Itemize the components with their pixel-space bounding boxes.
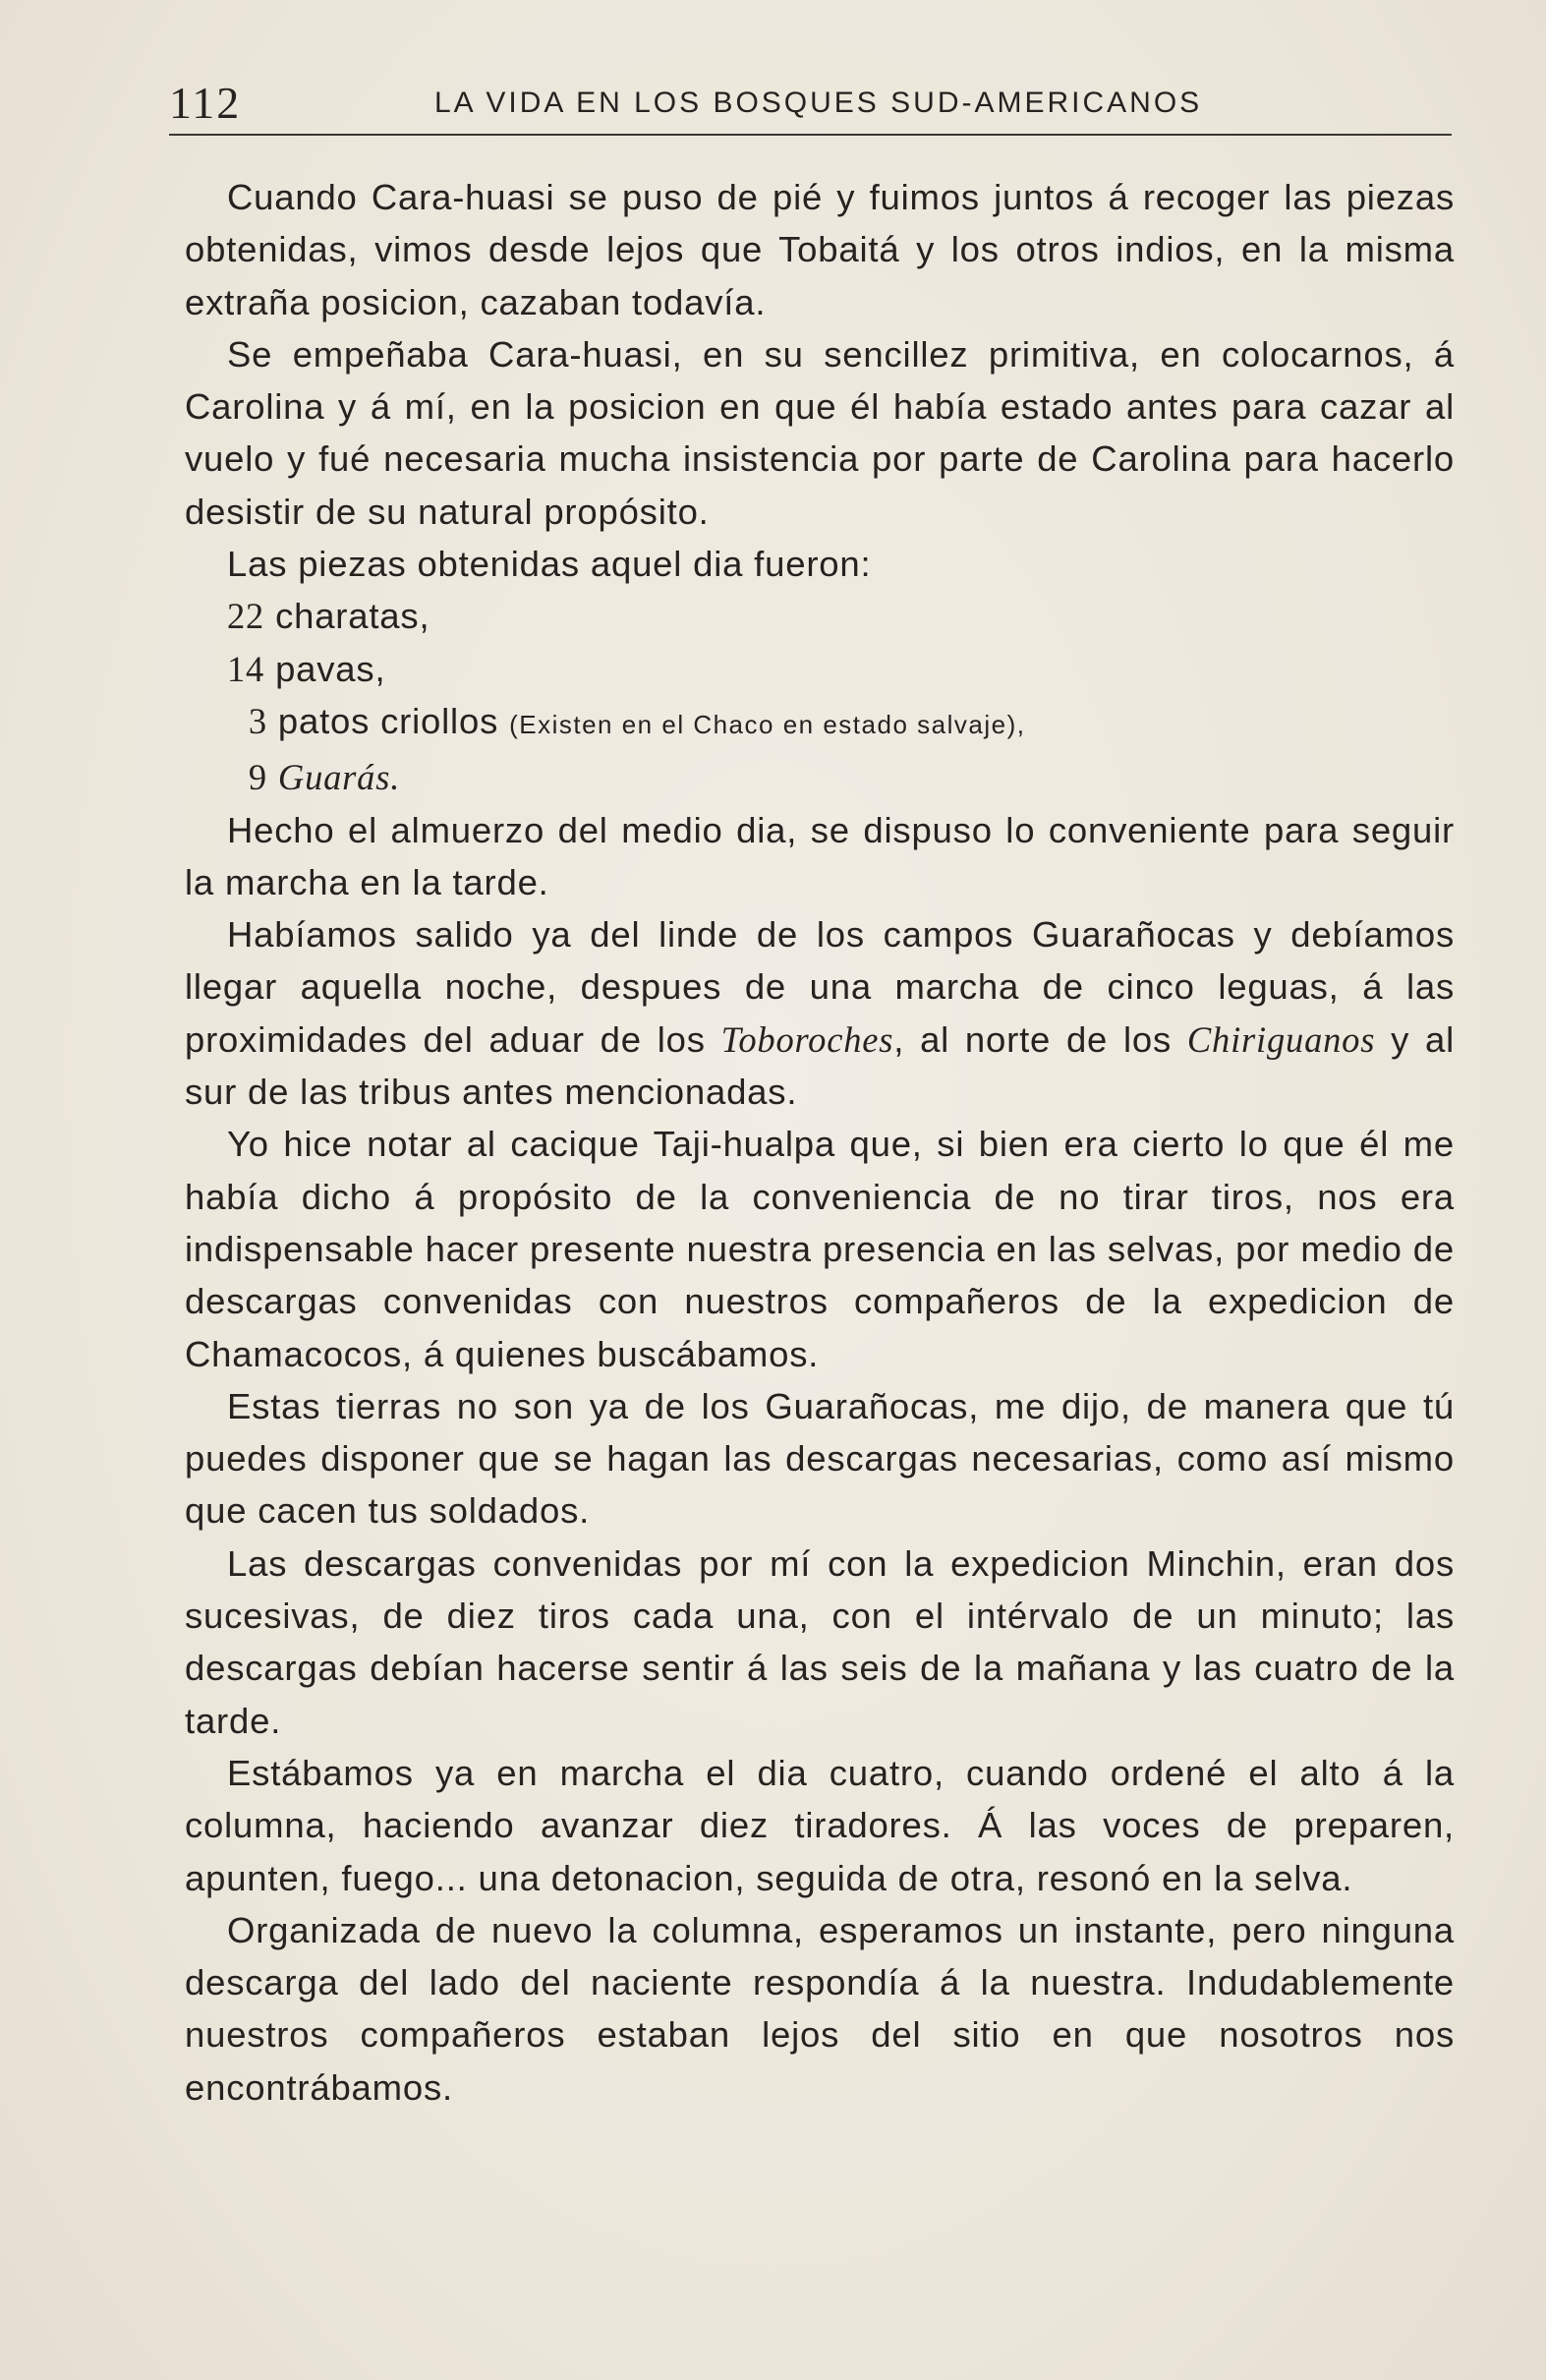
body-text bbox=[185, 171, 1455, 2114]
list-item bbox=[185, 590, 1455, 642]
list-text: pavas, bbox=[275, 648, 386, 689]
paragraph: Estábamos ya en marcha el dia cuatro, cuando ordené el alto á la columna, haciendo avanzar diez tiradores. Á las voces de preparen, apunten, fuego... una detonacion, seguida de otra, resonó en la selva. bbox=[185, 1752, 1455, 1898]
paragraph: Las piezas obtenidas aquel dia fueron: bbox=[227, 544, 872, 585]
list-item bbox=[185, 751, 1455, 803]
page-header bbox=[169, 75, 1452, 136]
paragraph: Hecho el almuerzo del medio dia, se dispuso lo conveniente para seguir la marcha en la tarde. bbox=[185, 809, 1455, 902]
text-run: y al sur de las tribus antes mencionadas. bbox=[185, 1018, 1455, 1113]
list-number: 9 bbox=[248, 757, 267, 798]
paragraph: Yo hice notar al cacique Taji-hualpa que, si bien era cierto lo que él me había dicho á propósito de la conveniencia de no tirar tiros, nos era indispensable hacer presente nuestra presencia en las selvas, por medio de descargas convenidas con nuestros compañeros de la expedicion de Chamacocos, á quienes buscábamos. bbox=[185, 1124, 1455, 1374]
italic-term: Toboroches bbox=[720, 1018, 894, 1060]
text-run: , al norte de los bbox=[893, 1018, 1187, 1060]
list-number: 3 bbox=[248, 700, 267, 741]
paragraph: Organizada de nuevo la columna, esperamos un instante, pero ninguna descarga del lado del naciente respondía á la nuestra. Indudablemente nuestros compañeros estaban lejos del sitio en que nosotros nos encontrábamos. bbox=[185, 1909, 1455, 2108]
paragraph: Cuando Cara-huasi se puso de pié y fuimos juntos á recoger las piezas obtenidas, vimos desde lejos que Tobaitá y los otros indios, en la misma extraña posicion, cazaban todavía. bbox=[185, 177, 1455, 322]
text-run: Habíamos salido ya del linde de los campos Guarañocas y debíamos llegar aquella noche, despues de una marcha de cinco leguas, á las proximidades del aduar de los bbox=[185, 914, 1455, 1060]
list-number: 22 bbox=[227, 596, 265, 637]
list-text: Guarás. bbox=[277, 757, 401, 798]
italic-term: Chiriguanos bbox=[1186, 1018, 1376, 1060]
page-number: 112 bbox=[169, 78, 242, 128]
paragraph: Estas tierras no son ya de los Guarañocas, me dijo, de manera que tú puedes disponer que se hagan las descargas necesarias, como así mismo que cacen tus soldados. bbox=[185, 1385, 1455, 1532]
running-head: LA VIDA EN LOS BOSQUES SUD-AMERICANOS bbox=[434, 87, 1203, 119]
list-item bbox=[185, 643, 1455, 695]
list-number: 14 bbox=[227, 648, 265, 689]
paragraph: Las descargas convenidas por mí con la expedicion Minchin, eran dos sucesivas, de diez tiros cada una, con el intérvalo de un minuto; las descargas debían hacerse sentir á las seis de la mañana y las cuatro de la tarde. bbox=[185, 1542, 1455, 1741]
list-note: (Existen en el Chaco en estado salvaje), bbox=[509, 709, 1026, 739]
list-item bbox=[185, 695, 1455, 751]
list-text: patos criollos bbox=[277, 700, 499, 741]
paragraph bbox=[185, 908, 1455, 1118]
list-text: charatas, bbox=[275, 596, 430, 637]
paragraph: Se empeñaba Cara-huasi, en su sencillez primitiva, en colocarnos, á Carolina y á mí, en la posicion en que él había estado antes para cazar al vuelo y fué necesaria mucha insistencia por parte de Carolina para hacerlo desistir de su natural propósito. bbox=[185, 333, 1455, 532]
